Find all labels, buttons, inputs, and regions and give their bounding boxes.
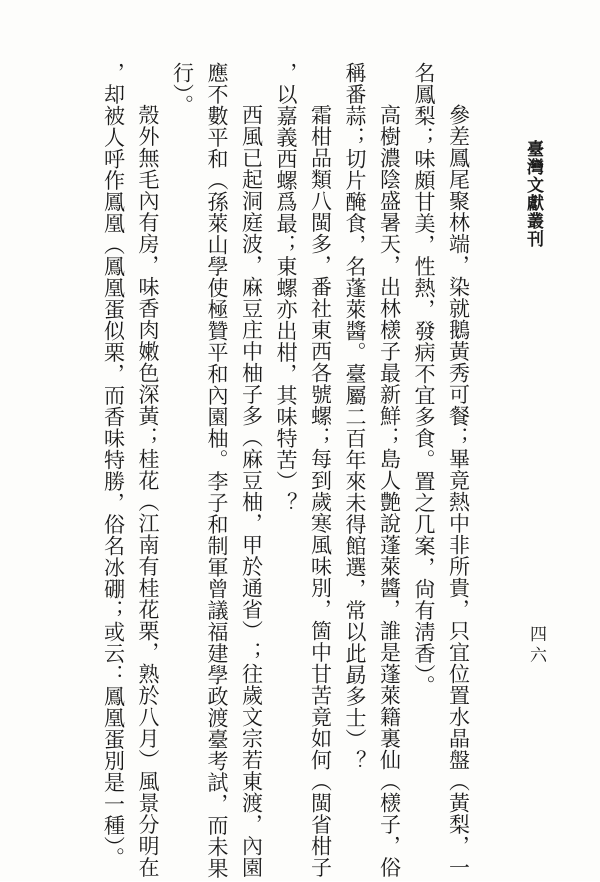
text-column: 高樹濃陰盛暑天，出林檨子最新鮮；島人艶說蓬萊醬，誰是蓬萊籍裏仙（檨子，俗 — [377, 104, 402, 878]
text-column: ，却被人呼作鳳凰（鳳凰蛋似栗，而香味特勝，俗名冰硼；或云：鳳凰蛋別是一種）。 — [101, 62, 126, 869]
running-head: 臺灣文獻叢刊 — [523, 140, 543, 248]
text-column: ，以嘉義西螺爲最；東螺亦出柑，其味特苦）？ — [274, 62, 298, 514]
text-column: 殼外無毛內有房，味香肉嫩色深黃；桂花（江南有桂花栗，熟於八月）風景分明在 — [136, 104, 160, 878]
text-column: 稱番蒜；切片醃食，名蓬萊醬。臺屬二百年來未得館選，常以此勗多士）？ — [343, 62, 367, 772]
vertical-body-text — [96, 62, 476, 882]
text-column: 應不數平和（孫萊山學使極贊平和內園柚。李子和制軍曾議福建學政渡臺考試，而未果 — [205, 62, 229, 879]
text-column: 西風已起洞庭波，麻豆庄中柚子多（麻豆柚，甲於通省）；往歲文宗若東渡，內園 — [239, 104, 264, 878]
text-column: 行）。 — [170, 62, 195, 116]
page-number: 四六 — [526, 625, 546, 667]
text-column: 名鳳梨；味頗甘美，性熱，發病不宜多食。置之几案，尙有淸香）。 — [412, 62, 436, 697]
text-column: 參差鳳尾聚林端，染就鵝黃秀可餐；畢竟熱中非所貴，只宜位置水晶盤（黃梨，一 — [446, 104, 471, 878]
text-column: 霜柑品類八閩多，番社東西各號螺；每到歲寒風味別，箇中甘苦竟如何（閩省柑子 — [308, 104, 333, 878]
